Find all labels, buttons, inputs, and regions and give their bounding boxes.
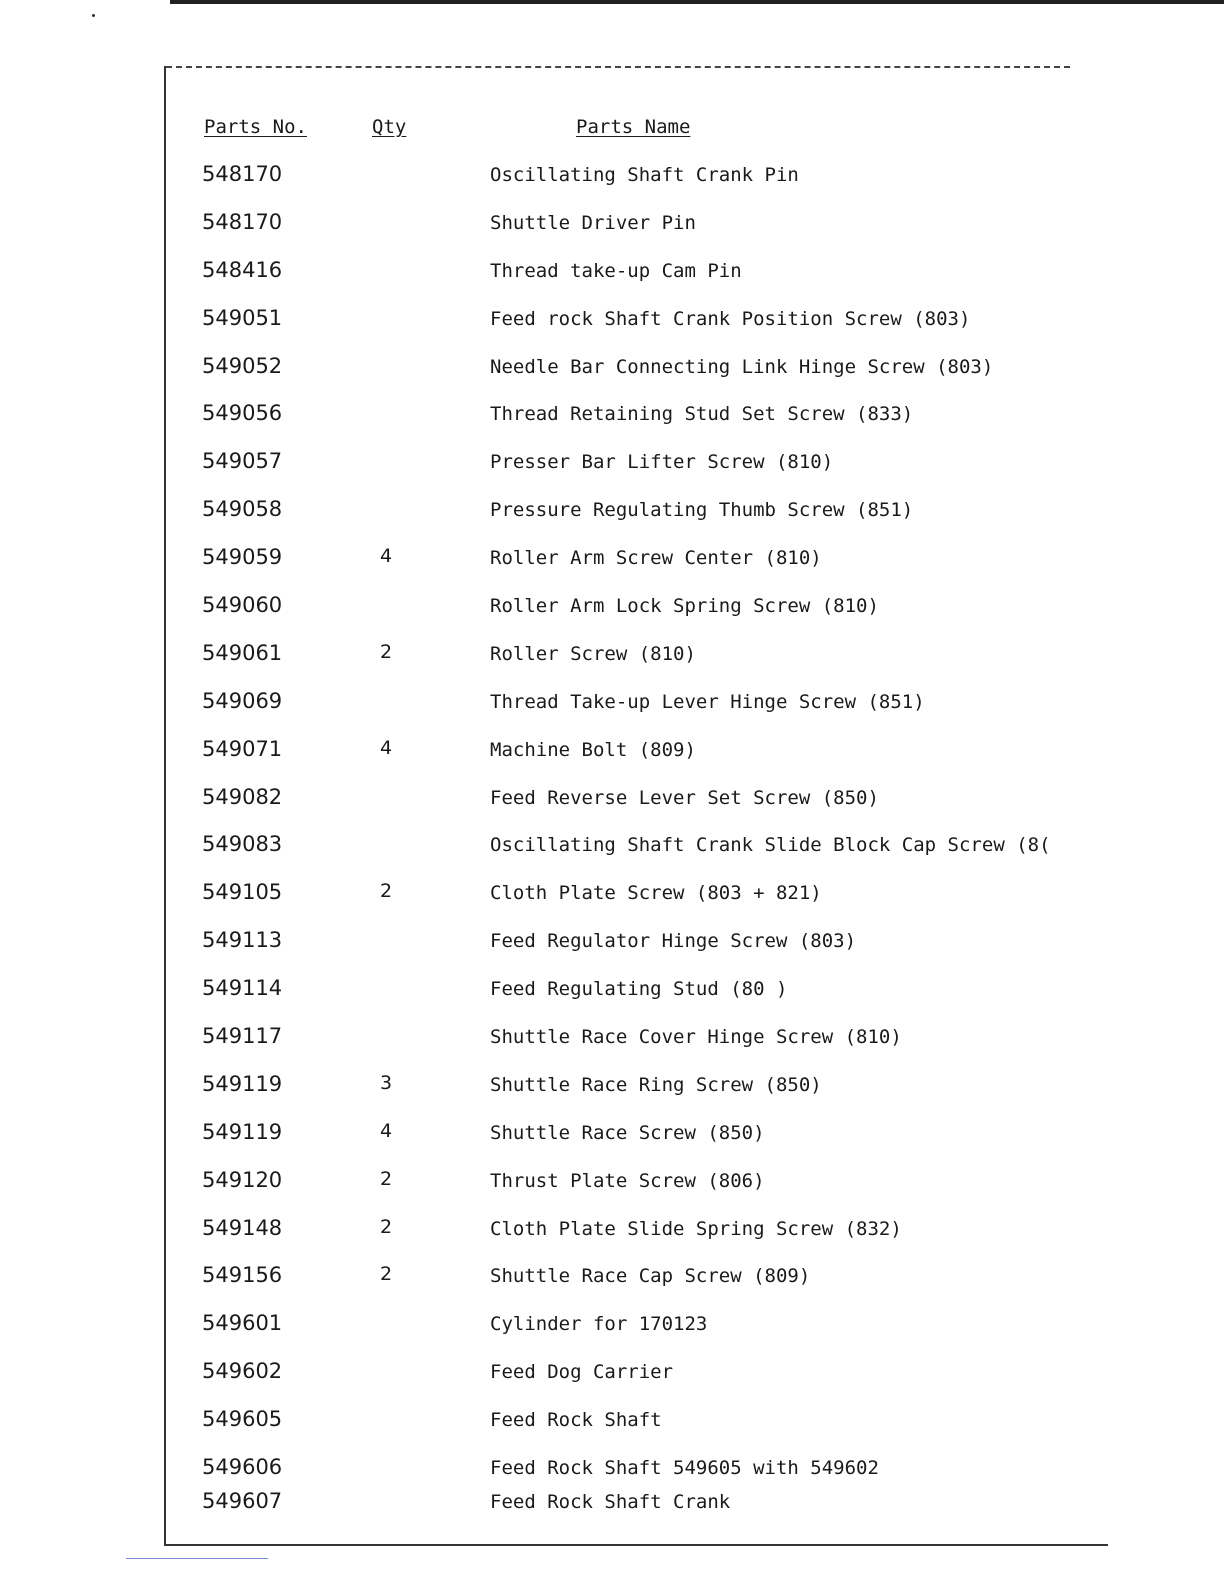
part-name: Needle Bar Connecting Link Hinge Screw (803): [490, 355, 994, 378]
header-parts-no: Parts No.: [204, 116, 307, 138]
part-name: Shuttle Driver Pin: [490, 211, 696, 234]
part-number: 549120: [202, 1167, 283, 1192]
table-row: [0, 401, 1224, 449]
part-number: 549605: [202, 1407, 283, 1432]
header-parts-name: Parts Name: [576, 116, 691, 138]
part-number: 549060: [202, 593, 283, 618]
table-row: [0, 449, 1224, 497]
part-name: Shuttle Race Cap Screw (809): [490, 1265, 811, 1288]
part-name: Cloth Plate Slide Spring Screw (832): [490, 1217, 902, 1240]
part-number: 549607: [202, 1488, 283, 1513]
part-number: 549119: [202, 1071, 283, 1096]
table-frame-top: [166, 66, 1070, 68]
part-qty: 2: [380, 640, 393, 663]
part-name: Thread Retaining Stud Set Screw (833): [490, 403, 914, 426]
part-number: 549117: [202, 1024, 283, 1049]
part-name: Cloth Plate Screw (803 + 821): [490, 882, 822, 905]
top-border-rule: [170, 0, 1224, 4]
part-name: Feed Reverse Lever Set Screw (850): [490, 786, 879, 809]
table-row: [0, 641, 1224, 689]
part-name: Roller Arm Screw Center (810): [490, 547, 822, 570]
table-row: [0, 832, 1224, 880]
part-number: 549105: [202, 880, 283, 905]
table-row: [0, 545, 1224, 593]
part-name: Feed Regulator Hinge Screw (803): [490, 930, 857, 953]
part-number: 549114: [202, 976, 283, 1001]
table-row: [0, 880, 1224, 928]
part-name: Feed Rock Shaft Crank: [490, 1490, 731, 1513]
table-row: [0, 1216, 1224, 1264]
part-number: 549119: [202, 1119, 283, 1144]
part-number: 549056: [202, 401, 283, 426]
table-row: [0, 1311, 1224, 1359]
part-name: Pressure Regulating Thumb Screw (851): [490, 499, 914, 522]
table-row: [0, 976, 1224, 1024]
table-row: [0, 737, 1224, 785]
part-number: 549606: [202, 1455, 283, 1480]
part-qty: 2: [380, 1167, 393, 1190]
part-qty: 4: [380, 736, 393, 759]
part-name: Cylinder for 170123: [490, 1313, 708, 1336]
part-name: Roller Arm Lock Spring Screw (810): [490, 595, 879, 618]
part-name: Machine Bolt (809): [490, 738, 696, 761]
part-number: 549057: [202, 449, 283, 474]
table-row: [0, 1489, 1224, 1537]
part-number: 549059: [202, 545, 283, 570]
part-number: 549082: [202, 784, 283, 809]
table-row: [0, 258, 1224, 306]
table-row: [0, 210, 1224, 258]
header-qty: Qty: [372, 116, 407, 138]
table-row: [0, 1359, 1224, 1407]
part-qty: 2: [380, 1215, 393, 1238]
part-number: 549061: [202, 640, 283, 665]
part-number: 549156: [202, 1263, 283, 1288]
part-number: 549069: [202, 688, 283, 713]
part-name: Thread Take-up Lever Hinge Screw (851): [490, 690, 925, 713]
part-qty: 3: [380, 1071, 393, 1094]
part-name: Feed Rock Shaft: [490, 1409, 662, 1432]
table-row: [0, 1120, 1224, 1168]
part-number: 548416: [202, 257, 283, 282]
table-frame-bottom: [164, 1544, 1108, 1546]
part-name: Oscillating Shaft Crank Slide Block Cap Screw (8(: [490, 834, 1051, 857]
part-number: 549148: [202, 1215, 283, 1240]
part-name: Oscillating Shaft Crank Pin: [490, 164, 799, 186]
part-name: Shuttle Race Screw (850): [490, 1121, 765, 1144]
part-number: 549051: [202, 305, 283, 330]
table-row: [0, 1407, 1224, 1455]
scan-speck: [92, 14, 95, 17]
table-row: [0, 689, 1224, 737]
part-name: Feed Dog Carrier: [490, 1361, 674, 1384]
part-qty: 4: [380, 1119, 393, 1142]
part-name: Shuttle Race Ring Screw (850): [490, 1073, 822, 1096]
part-number: 548170: [202, 209, 283, 234]
part-name: Thread take-up Cam Pin: [490, 259, 742, 282]
part-number: 549071: [202, 736, 283, 761]
table-row: [0, 162, 1224, 210]
part-name: Roller Screw (810): [490, 642, 696, 665]
table-row: [0, 306, 1224, 354]
table-row: [0, 1263, 1224, 1311]
table-row: [0, 928, 1224, 976]
part-name: Feed Regulating Stud (80 ): [490, 978, 788, 1001]
part-name: Thrust Plate Screw (806): [490, 1169, 765, 1192]
part-name: Feed Rock Shaft 549605 with 549602: [490, 1457, 879, 1480]
table-row: [0, 593, 1224, 641]
part-number: 548170: [202, 162, 283, 186]
parts-table: [0, 162, 1224, 1537]
part-number: 549058: [202, 497, 283, 522]
part-name: Shuttle Race Cover Hinge Screw (810): [490, 1026, 902, 1049]
bottom-accent-line: [126, 1558, 268, 1559]
part-number: 549083: [202, 832, 283, 857]
part-number: 549601: [202, 1311, 283, 1336]
part-name: Presser Bar Lifter Screw (810): [490, 451, 834, 474]
part-number: 549602: [202, 1359, 283, 1384]
part-number: 549052: [202, 353, 283, 378]
part-number: 549113: [202, 928, 283, 953]
part-qty: 2: [380, 1263, 393, 1286]
table-row: [0, 1024, 1224, 1072]
table-row: [0, 785, 1224, 833]
part-name: Feed rock Shaft Crank Position Screw (803): [490, 307, 971, 330]
table-row: [0, 1072, 1224, 1120]
table-row: [0, 354, 1224, 402]
part-qty: 4: [380, 545, 393, 568]
table-row: [0, 1168, 1224, 1216]
table-row: [0, 497, 1224, 545]
part-qty: 2: [380, 880, 393, 903]
